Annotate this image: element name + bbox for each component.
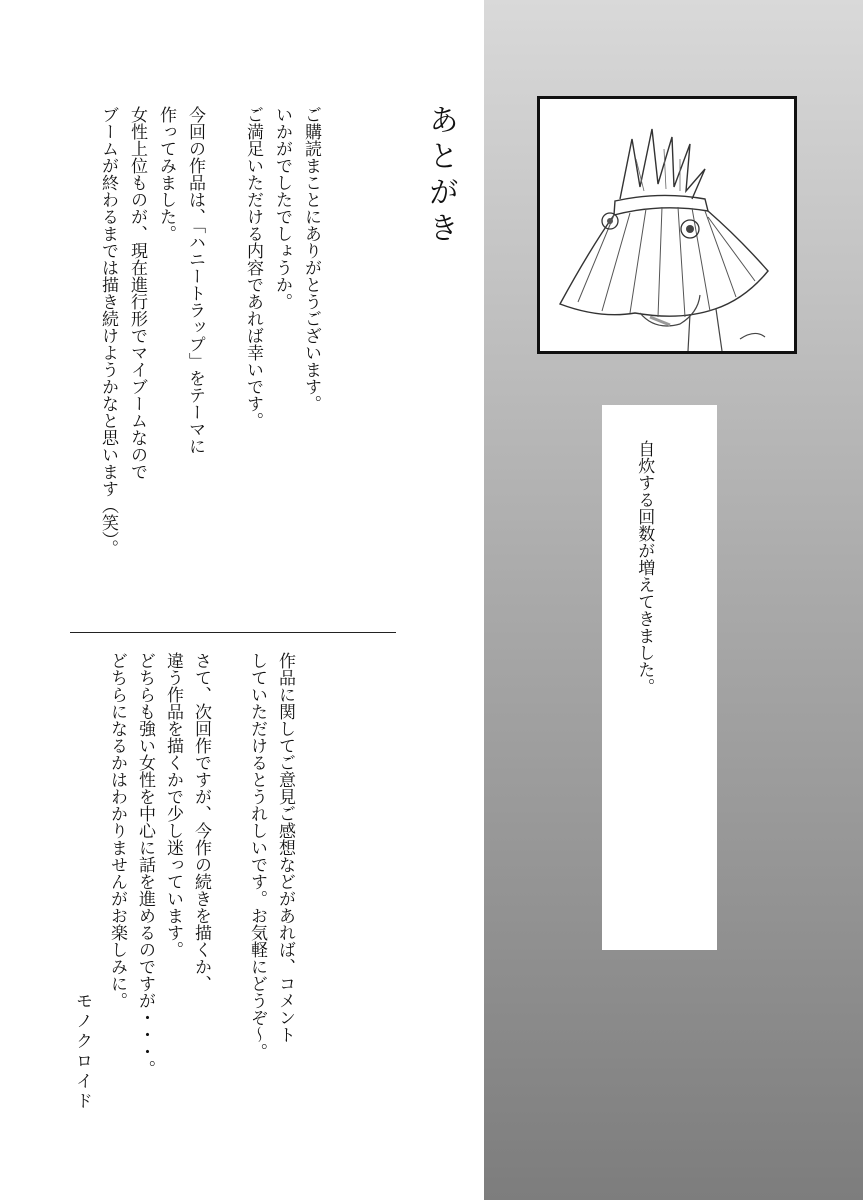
theme-line-4: ブームが終わるまでは描き続けようかなと思います（笑）。 [98,106,118,557]
page-title: あとがき [423,104,458,248]
afterword-bottom-section [103,652,299,1122]
theme-line-2: 作ってみました。 [156,106,176,242]
theme-line-3: 女性上位ものが、現在進行形でマイブームなので [127,106,147,480]
next-work-line-3: どちらも強い女性を中心に話を進めるのですが・・・。 [135,652,155,1077]
next-work-line-2: 違う作品を描くかで少し迷っています。 [163,652,183,958]
illustration-caption: 自炊する回数が増えてきました。 [634,440,655,695]
next-work-line-1: さて、次回作ですが、今作の続きを描くか、 [191,652,211,992]
author-signature: モノクロイド [72,992,92,1112]
section-divider [70,632,396,633]
feedback-line-2: していただけるとうれしいです。お気軽にどうぞ～。 [247,652,267,1060]
theme-line-1: 今回の作品は、「ハニートラップ」をテーマに [185,106,205,455]
afterword-top-section [93,106,325,616]
greeting-line-3: ご満足いただける内容であれば幸いです。 [243,106,263,429]
next-work-line-4: どちらになるかはわかりませんがお楽しみに。 [107,652,127,1009]
greeting-line-2: いかがでしたでしょうか。 [272,106,292,310]
character-sketch-icon [540,99,794,351]
character-illustration [537,96,797,354]
paragraph-spacer [215,652,243,1122]
feedback-line-1: 作品に関してご意見ご感想などがあれば、コメント [275,652,295,1043]
greeting-line-1: ご購読まことにありがとうございます。 [301,106,321,412]
paragraph-spacer [209,106,238,616]
